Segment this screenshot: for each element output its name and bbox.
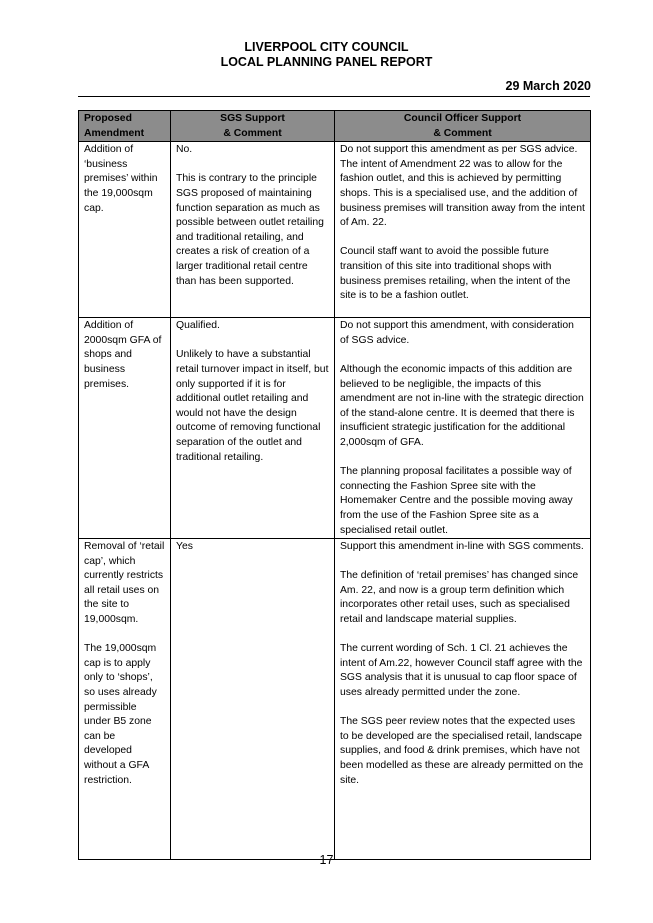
table-row (79, 142, 591, 318)
cell-text: Yes (176, 541, 193, 553)
cell-text: Do not support this amendment, with consideration of SGS advice. (340, 320, 574, 346)
header-divider (78, 96, 590, 97)
council-comment-cell (335, 318, 591, 539)
cell-text: Qualified. (176, 320, 220, 332)
cell-text: Addition of 2000sqm GFA of shops and business premises. (84, 320, 162, 390)
header-text: & Comment (433, 127, 492, 139)
sgs-comment-cell (171, 142, 335, 318)
cell-text: Although the economic impacts of this addition are believed to be negligible, the impacts of this amendment are not in-line with the strategic direction of the stand-alone centre. It is deemed that there is insufficient strategic justification for the additional 2,000sqm of GFA. (340, 363, 584, 448)
header-sgs-support (171, 111, 335, 142)
cell-text: The 19,000sqm cap is to apply only to ‘shops’, so uses already permissible under B5 zone can be developed without a GFA restriction. (84, 643, 157, 786)
council-comment-cell (335, 142, 591, 318)
cell-text: Support this amendment in-line with SGS comments. (340, 541, 584, 553)
amendment-cell (79, 142, 171, 318)
header-proposed-amendment (79, 111, 171, 142)
cell-text: The SGS peer review notes that the expected uses to be developed are the specialised retail, landscape supplies, and food & drink premises, which have not been modelled as these are already permitted on the site. (340, 716, 584, 786)
cell-text: This is contrary to the principle SGS proposed of maintaining function separation as much as possible between outlet retailing and traditional retailing, and creates a risk of creation of a larger traditional retail centre than has been supported. (176, 173, 324, 287)
table-row (79, 539, 591, 860)
amendment-cell (79, 318, 171, 539)
cell-text: Removal of ‘retail cap’, which currently restricts all retail uses on the site to 19,000sqm. (84, 541, 165, 626)
header-text: Proposed (84, 113, 132, 124)
table-row (79, 318, 591, 539)
header-text: SGS Support (220, 113, 285, 124)
cell-text: The planning proposal facilitates a possible way of connecting the Fashion Spree site with the Homemaker Centre and the possible moving away from the use of the Fashion Spree site as a specialised retail outlet. (340, 466, 573, 536)
header-text: Council Officer Support (403, 113, 522, 124)
sgs-comment-cell (171, 318, 335, 539)
table-header-row (79, 111, 591, 142)
report-date: 29 March 2020 (505, 79, 591, 93)
report-title: LOCAL PLANNING PANEL REPORT (220, 55, 433, 69)
cell-text: The definition of ‘retail premises’ has changed since Am. 22, and now is a group term definition which incorporates other retail uses, such as specialised retail and landscape material supplies. (340, 570, 579, 626)
council-comment-cell (335, 539, 591, 860)
header-text: & Comment (223, 127, 282, 139)
council-name: LIVERPOOL CITY COUNCIL (244, 40, 409, 54)
cell-text: Unlikely to have a substantial retail turnover impact in itself, but only supported if it is for additional outlet retailing and would not have the design outcome of removing functional separation of the outlet and traditional retailing. (176, 349, 329, 463)
header-council-officer-support (335, 111, 591, 142)
cell-text: The current wording of Sch. 1 Cl. 21 achieves the intent of Am.22, however Council staff agree with the SGS analysis that it is unusual to cap floor space of uses already permitted under the zone. (340, 643, 583, 699)
cell-text: Addition of ‘business premises’ within the 19,000sqm cap. (84, 144, 158, 214)
header-text: Amendment (84, 127, 145, 139)
page-number: 17 (319, 853, 334, 867)
cell-text: Do not support this amendment as per SGS advice. The intent of Amendment 22 was to allow for the fashion outlet, and this is achieved by permitting shops. This is a specialised use, and the addition of business premises will transition away from the intent of Am. 22. (340, 144, 585, 229)
amendment-cell (79, 539, 171, 860)
cell-text: No. (176, 144, 193, 156)
cell-text: Council staff want to avoid the possible future transition of this site into traditional shops with business premises retailing, when the intent of the site is to be a fashion outlet. (340, 246, 571, 302)
sgs-comment-cell (171, 539, 335, 860)
amendments-table (78, 110, 591, 860)
